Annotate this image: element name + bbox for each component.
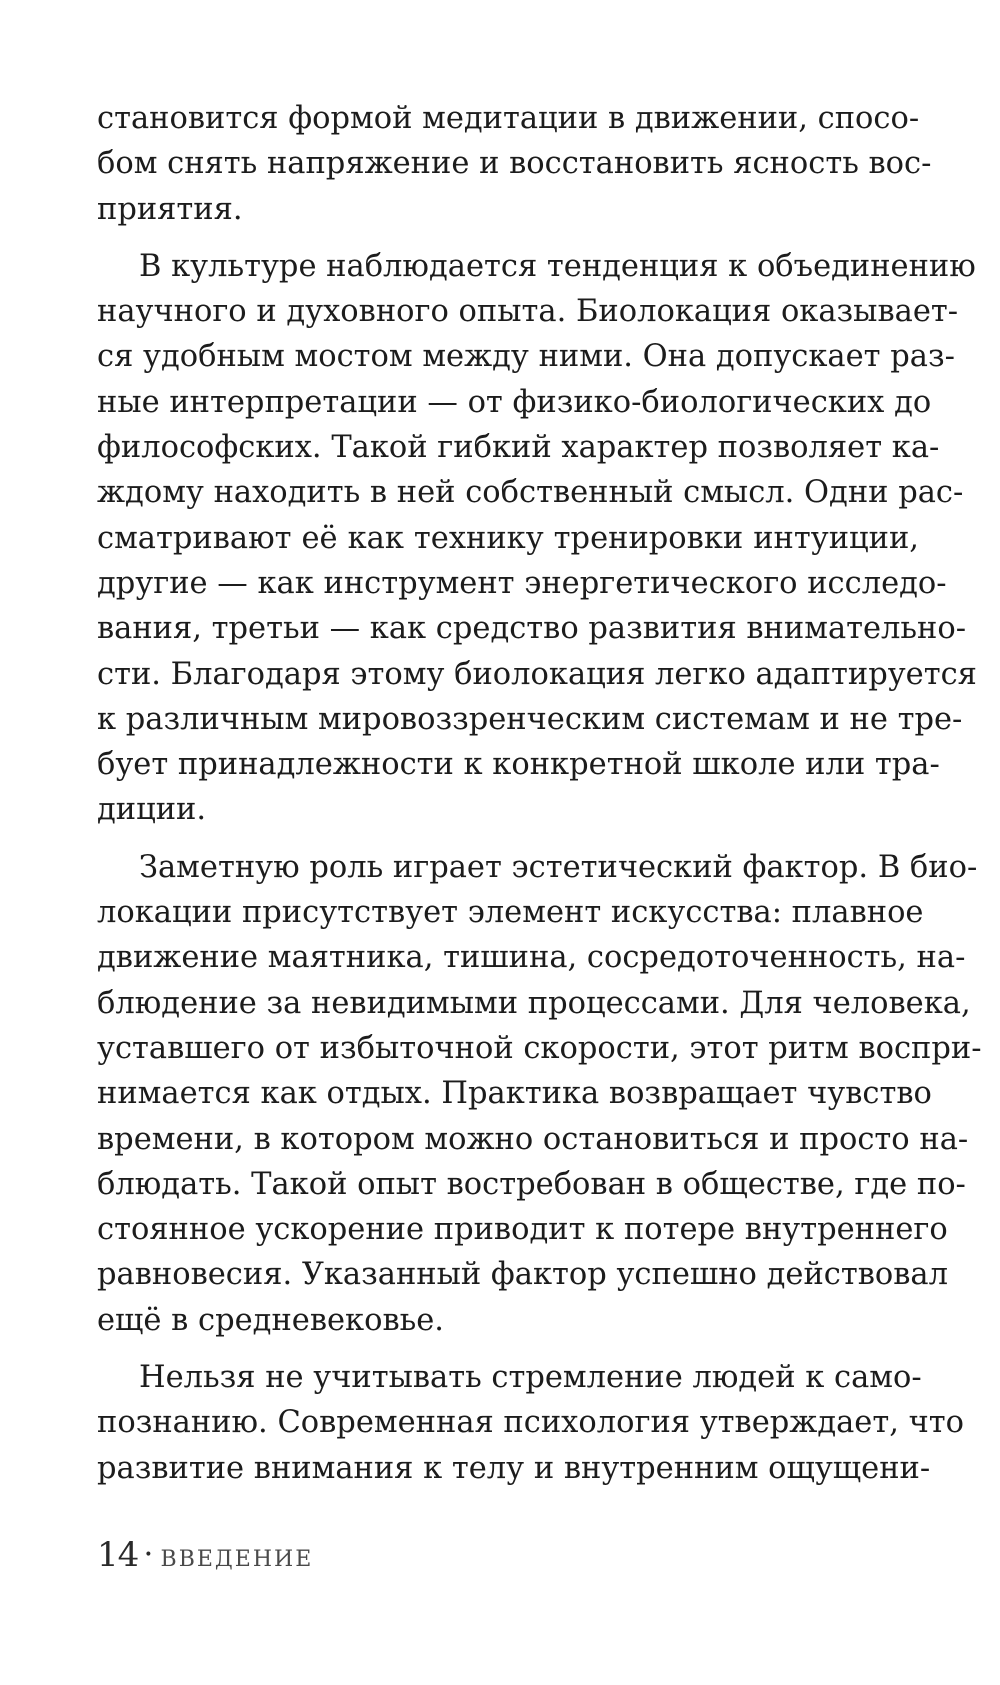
- text-line: сти. Благодаря этому биолокация легко адаптируется: [97, 656, 977, 692]
- paragraph: [97, 845, 982, 1343]
- paragraph-gap: [97, 1343, 919, 1355]
- text-line: равновесия. Указанный фактор успешно действовал: [97, 1257, 948, 1293]
- text-line: Заметную роль играет эстетический фактор. В био-: [139, 849, 978, 885]
- text-line: времени, в котором можно остановиться и просто на-: [97, 1121, 969, 1157]
- footer-separator: •: [144, 1547, 153, 1563]
- text-line: другие — как инструмент энергетического исследо-: [97, 565, 947, 601]
- paragraph: [97, 96, 932, 232]
- text-line: вания, третьи — как средство развития внимательно-: [97, 611, 967, 647]
- paragraph: [97, 244, 977, 833]
- text-line: ещё в средневековье.: [97, 1302, 444, 1338]
- text-line: научного и духовного опыта. Биолокация оказывает-: [97, 294, 959, 330]
- text-line: Нельзя не учитывать стремление людей к само-: [139, 1360, 922, 1396]
- paragraph-gap: [97, 833, 919, 845]
- text-line: сматривают её как технику тренировки интуиции,: [97, 520, 919, 556]
- text-line: блюдать. Такой опыт востребован в обществе, где по-: [97, 1166, 966, 1202]
- paragraph: [97, 1355, 965, 1491]
- text-line: бует принадлежности к конкретной школе или тра-: [97, 747, 940, 783]
- text-line: развитие внимания к телу и внутренним ощущени-: [97, 1450, 931, 1486]
- page-number: 14: [97, 1535, 139, 1575]
- text-line: уставшего от избыточной скорости, этот ритм воспри-: [97, 1030, 982, 1066]
- text-line: В культуре наблюдается тенденция к объединению: [139, 248, 976, 284]
- text-line: познанию. Современная психология утверждает, что: [97, 1405, 965, 1441]
- text-line: становится формой медитации в движении, спосо-: [97, 101, 920, 136]
- text-line: ся удобным мостом между ними. Она допускает раз-: [97, 339, 955, 375]
- text-line: локации присутствует элемент искусства: плавное: [97, 895, 924, 931]
- text-line: приятия.: [97, 191, 243, 227]
- text-line: диции.: [97, 792, 207, 828]
- text-line: блюдение за невидимыми процессами. Для человека,: [97, 985, 971, 1021]
- text-line: стоянное ускорение приводит к потере внутреннего: [97, 1212, 948, 1248]
- text-line: ждому находить в ней собственный смысл. Одни рас-: [97, 475, 964, 511]
- text-line: бом снять напряжение и восстановить ясность вос-: [97, 146, 932, 182]
- text-line: философских. Такой гибкий характер позволяет ка-: [97, 430, 940, 466]
- page-footer: [97, 1535, 313, 1575]
- text-line: ные интерпретации — от физико-биологических до: [97, 384, 932, 420]
- text-line: движение маятника, тишина, сосредоточенность, на-: [97, 940, 966, 976]
- text-line: нимается как отдых. Практика возвращает чувство: [97, 1076, 932, 1112]
- book-page-text: [97, 96, 982, 1491]
- running-head: ВВЕДЕНИЕ: [160, 1547, 314, 1572]
- text-line: к различным мировоззренческим системам и не тре-: [97, 701, 963, 737]
- paragraph-gap: [97, 232, 919, 244]
